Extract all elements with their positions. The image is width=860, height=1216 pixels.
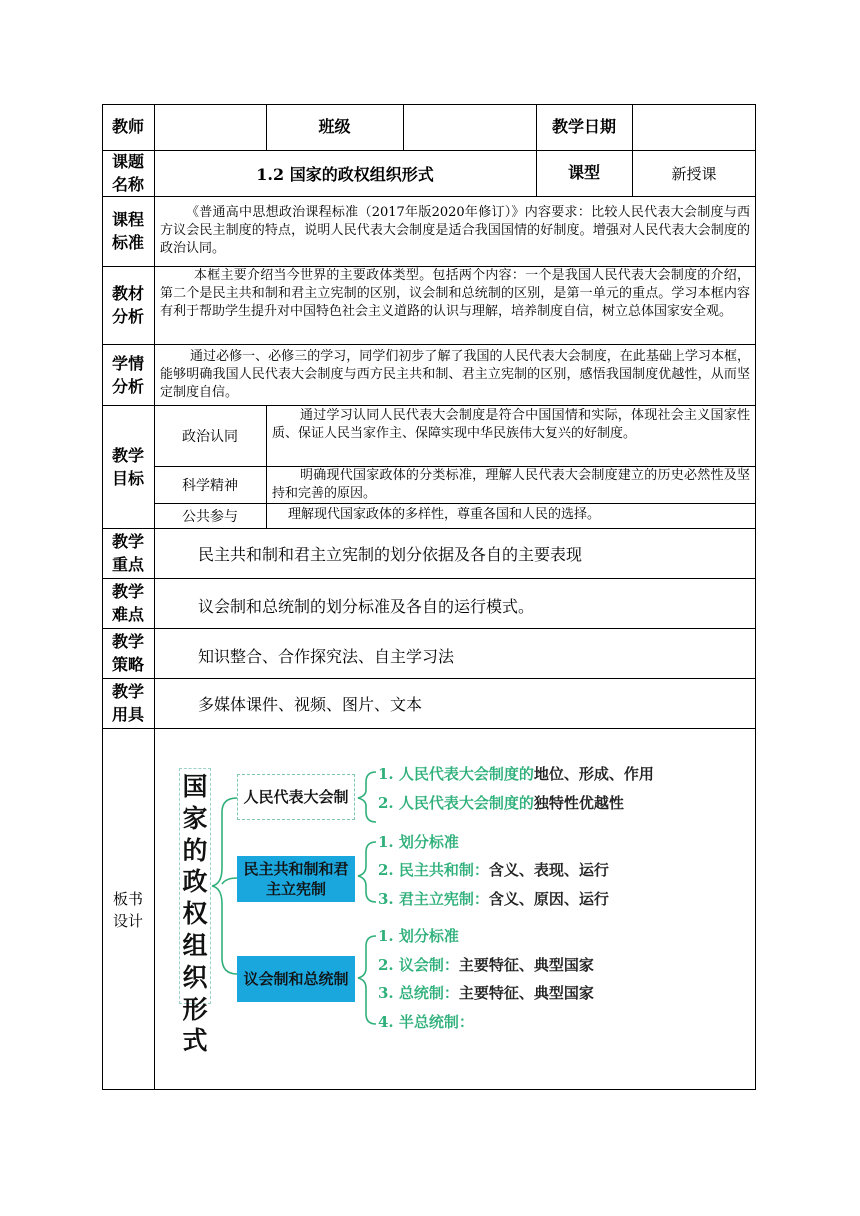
standard-label: 课程标准 — [111, 210, 144, 252]
type-label: 课型 — [567, 163, 600, 182]
board-title-char: 家 — [182, 803, 208, 833]
type-value: 新授课 — [671, 164, 717, 183]
students-text: 通过必修一、必修三的学习，同学们初步了解了我国的人民代表大会制度，在此基础上学习本框，能够明确我国人民代表大会制度与西方民主共和制、君主立宪制的区别，感悟我国制度优越性，从而坚定制度自信。 — [160, 349, 750, 400]
board-title-char: 组 — [182, 930, 208, 960]
board-title-char: 政 — [182, 867, 208, 897]
standard-text: 《普通高中思想政治课程标准（2017年版2020年修订）》内容要求：比较人民代表大会制度与西方议会民主制度的特点，说明人民代表大会制度是适合我国国情的好制度。增强对人民代表大会制度的政治认同。 — [160, 205, 750, 256]
key-label: 教学重点 — [111, 532, 144, 574]
board-title-char: 国 — [182, 772, 208, 801]
date-label: 教学日期 — [551, 117, 616, 136]
board-item: 3. 总统制：主要特征、典型国家 — [378, 984, 594, 1002]
goal-text: 理解现代国家政体的多样性，尊重各国和人民的选择。 — [288, 507, 601, 522]
main-brace — [212, 798, 237, 974]
group-box-republic-monarchy: 民主共和制和君主立宪制 — [237, 856, 355, 902]
goal-text: 明确现代国家政体的分类标准，理解人民代表大会制度建立的历史必然性及坚持和完善的原因。 — [272, 468, 750, 501]
goals-label: 教学目标 — [111, 445, 144, 488]
board-item: 2. 议会制：主要特征、典型国家 — [378, 956, 594, 974]
main-brace-middle — [222, 878, 237, 884]
analysis-text: 本框主要介绍当今世界的主要政体类型。包括两个内容：一个是我国人民代表大会制度的介绍，第二个是民主共和制和君主立宪制的区别，议会制和总统制的区别，是第一单元的重点。学习本框内容有利于帮助学生提升对中国特色社会主义道路的认识与理解，培养制度自信，树立总体国家安全观。 — [160, 268, 750, 319]
goal-name: 科学精神 — [182, 477, 238, 494]
topic-label: 课题名称 — [111, 152, 144, 194]
group-box-parliament-president: 议会制和总统制 — [237, 956, 355, 1002]
board-item: 2. 人民代表大会制度的独特性优越性 — [378, 794, 624, 812]
board-title-char: 权 — [182, 899, 208, 929]
board-item: 1. 人民代表大会制度的地位、形成、作用 — [378, 765, 654, 783]
group-box-npc: 人民代表大会制 — [237, 774, 355, 820]
class-label: 班级 — [318, 117, 351, 136]
goal-name: 政治认同 — [182, 428, 238, 445]
topic-value: 1.2 国家的政权组织形式 — [256, 164, 434, 184]
group3-brace — [358, 936, 376, 1024]
board-label: 板书设计 — [112, 890, 143, 930]
goal-name: 公共参与 — [182, 508, 238, 525]
strategy-text: 知识整合、合作探究法、自主学习法 — [198, 646, 455, 666]
board-item: 2. 民主共和制：含义、表现、运行 — [378, 861, 609, 879]
strategy-label: 教学策略 — [111, 632, 144, 674]
board-item: 1. 划分标准 — [378, 833, 459, 851]
difficult-text: 议会制和总统制的划分标准及各自的运行模式。 — [198, 596, 535, 616]
group2-brace — [358, 842, 376, 902]
tools-label: 教学用具 — [111, 682, 144, 724]
group1-brace — [358, 772, 376, 822]
teacher-label: 教师 — [111, 117, 144, 136]
board-title-char: 的 — [182, 835, 208, 865]
tools-text: 多媒体课件、视频、图片、文本 — [198, 694, 423, 714]
board-title-char: 织 — [182, 962, 208, 992]
board-item: 1. 划分标准 — [378, 927, 459, 945]
board-title-char: 形 — [182, 994, 208, 1024]
difficult-label: 教学难点 — [111, 582, 144, 624]
students-label: 学情分析 — [111, 353, 144, 396]
board-title-char: 式 — [182, 1026, 208, 1056]
board-item: 4. 半总统制： — [378, 1013, 474, 1031]
key-text: 民主共和制和君主立宪制的划分依据及各自的主要表现 — [198, 544, 583, 564]
analysis-label: 教材分析 — [111, 284, 144, 326]
goal-text: 通过学习认同人民代表大会制度是符合中国国情和实际，体现社会主义国家性质、保证人民当家作主、保障实现中华民族伟大复兴的好制度。 — [272, 408, 750, 441]
board-item: 3. 君主立宪制：含义、原因、运行 — [378, 890, 609, 908]
